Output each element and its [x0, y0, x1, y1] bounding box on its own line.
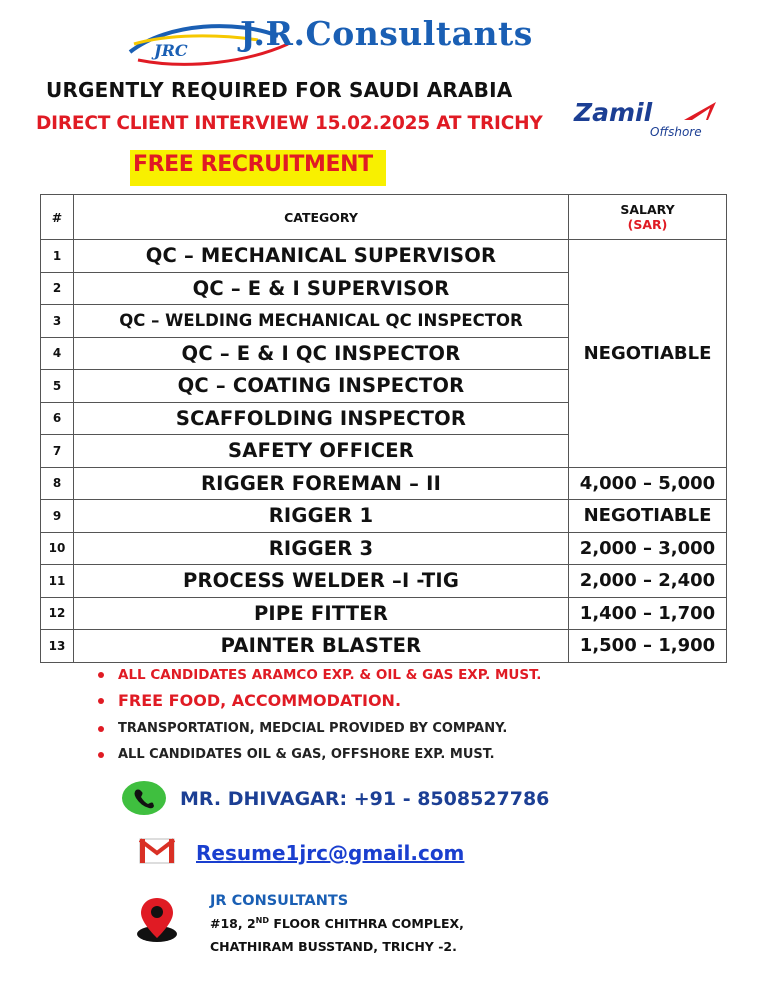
row-num: 7 [41, 435, 74, 468]
row-category: PIPE FITTER [74, 597, 569, 630]
row-category: RIGGER FOREMAN – II [74, 467, 569, 500]
row-num: 10 [41, 532, 74, 565]
table-row [41, 532, 727, 565]
row-salary: 2,000 – 2,400 [569, 565, 727, 598]
row-num: 6 [41, 402, 74, 435]
note-text: ALL CANDIDATES OIL & GAS, OFFSHORE EXP. MUST. [118, 747, 495, 762]
note-text: ALL CANDIDATES ARAMCO EXP. & OIL & GAS EXP. MUST. [118, 667, 542, 683]
row-salary: NEGOTIABLE [569, 500, 727, 533]
table-row [41, 565, 727, 598]
row-num: 13 [41, 630, 74, 663]
row-num: 4 [41, 337, 74, 370]
row-num: 9 [41, 500, 74, 533]
bullet-icon [98, 726, 104, 732]
free-recruitment-label: FREE RECRUITMENT [133, 152, 373, 177]
row-salary: 4,000 – 5,000 [569, 467, 727, 500]
svg-text:JRC: JRC [154, 41, 188, 60]
col-header-category: CATEGORY [74, 195, 569, 240]
location-pin-icon [132, 894, 182, 944]
bullet-icon [98, 752, 104, 758]
salary-unit-label: (SAR) [627, 217, 668, 232]
list-item [98, 716, 541, 742]
col-header-num: # [41, 195, 74, 240]
row-num: 12 [41, 597, 74, 630]
zamil-logo-icon [680, 100, 720, 122]
row-salary: 2,000 – 3,000 [569, 532, 727, 565]
table-row [41, 500, 727, 533]
list-item [98, 742, 541, 768]
row-category: SAFETY OFFICER [74, 435, 569, 468]
row-category: RIGGER 3 [74, 532, 569, 565]
bullet-icon [98, 698, 104, 704]
contact-phone[interactable]: MR. DHIVAGAR: +91 - 8508527786 [180, 788, 550, 810]
address-line-1-pre: #18, 2 [210, 916, 256, 932]
row-salary: 1,500 – 1,900 [569, 630, 727, 663]
row-category: PAINTER BLASTER [74, 630, 569, 663]
client-logo-name: Zamil [574, 98, 653, 127]
row-num: 5 [41, 370, 74, 403]
merged-salary: NEGOTIABLE [569, 240, 727, 468]
mail-icon [139, 838, 175, 864]
table-header-row [41, 195, 727, 240]
note-text: TRANSPORTATION, MEDCIAL PROVIDED BY COMPANY. [118, 721, 508, 736]
table-row [41, 597, 727, 630]
row-category: QC – MECHANICAL SUPERVISOR [74, 240, 569, 273]
col-header-salary [569, 195, 727, 240]
company-name: J.R.Consultants [240, 14, 533, 53]
salary-header-label: SALARY [620, 202, 675, 217]
row-num: 3 [41, 305, 74, 338]
table-row [41, 467, 727, 500]
row-category: SCAFFOLDING INSPECTOR [74, 402, 569, 435]
list-item [98, 664, 541, 686]
phone-icon [121, 780, 167, 816]
list-item [98, 686, 541, 716]
jobs-table [40, 194, 727, 663]
row-category: PROCESS WELDER –I -TIG [74, 565, 569, 598]
contact-email-link[interactable]: Resume1jrc@gmail.com [196, 841, 465, 865]
row-num: 8 [41, 467, 74, 500]
company-label: JR CONSULTANTS [210, 893, 349, 909]
requirements-list [98, 664, 541, 768]
client-logo-sub: Offshore [650, 125, 702, 139]
row-category: RIGGER 1 [74, 500, 569, 533]
table-row [41, 630, 727, 663]
address-line-1-sup: ND [255, 916, 270, 925]
row-num: 1 [41, 240, 74, 273]
note-text: FREE FOOD, ACCOMMODATION. [118, 691, 402, 710]
interview-subheadline: DIRECT CLIENT INTERVIEW 15.02.2025 AT TRICHY [36, 113, 543, 134]
row-salary: 1,400 – 1,700 [569, 597, 727, 630]
row-category: QC – E & I SUPERVISOR [74, 272, 569, 305]
address-line-2: CHATHIRAM BUSSTAND, TRICHY -2. [210, 939, 457, 954]
row-num: 2 [41, 272, 74, 305]
row-category: QC – WELDING MECHANICAL QC INSPECTOR [74, 305, 569, 338]
table-row [41, 240, 727, 273]
row-num: 11 [41, 565, 74, 598]
bullet-icon [98, 672, 104, 678]
headline: URGENTLY REQUIRED FOR SAUDI ARABIA [46, 78, 513, 102]
row-category: QC – COATING INSPECTOR [74, 370, 569, 403]
address-line-1-post: FLOOR CHITHRA COMPLEX, [269, 916, 464, 932]
address-line-1 [210, 916, 464, 931]
row-category: QC – E & I QC INSPECTOR [74, 337, 569, 370]
